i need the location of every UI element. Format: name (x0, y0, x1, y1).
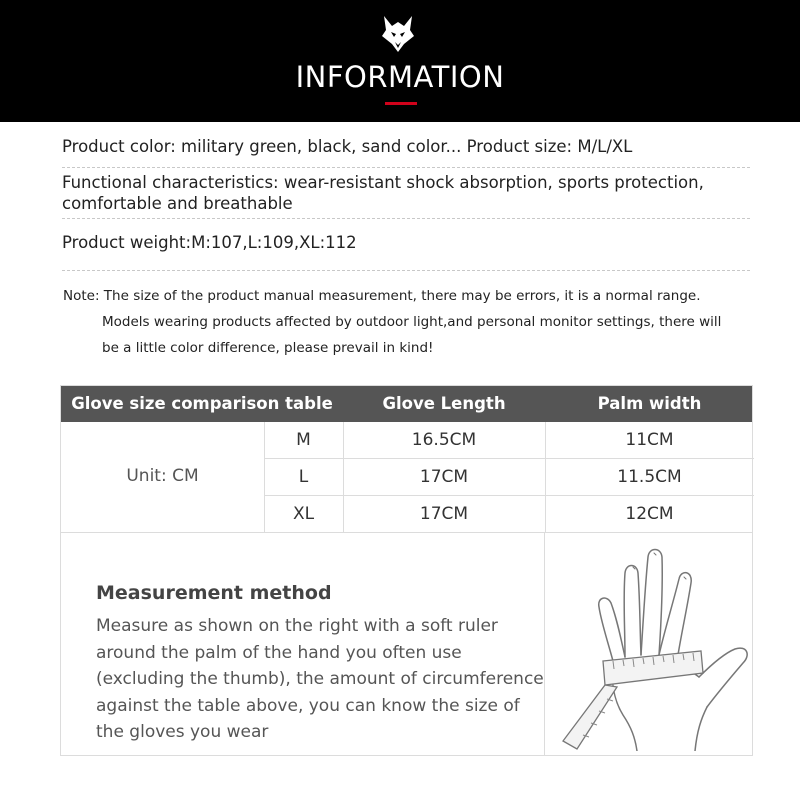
measurement-line: Measure as shown on the right with a soft ruler (96, 616, 498, 636)
measurement-line: the gloves you wear (96, 722, 269, 742)
wolf-logo-icon (380, 14, 416, 54)
title-accent-line (385, 102, 417, 105)
palm-cell: 11.5CM (617, 467, 682, 487)
functional-line-1: Functional characteristics: wear-resistant shock absorption, sports protection, (62, 173, 704, 192)
table-divider (264, 495, 754, 496)
functional-line-2: comfortable and breathable (62, 194, 293, 213)
note-line-2: Models wearing products affected by outdoor light,and personal monitor settings, there will (102, 314, 722, 330)
page-title: INFORMATION (295, 60, 505, 94)
table-header (61, 386, 752, 422)
header-banner (0, 0, 800, 122)
size-cell: XL (292, 504, 315, 524)
length-cell: 17CM (419, 467, 469, 487)
palm-cell: 12CM (625, 504, 674, 524)
measurement-line: (excluding the thumb), the amount of circumference (96, 669, 544, 689)
divider (62, 270, 750, 271)
divider (62, 167, 750, 168)
note-line-1: Note: The size of the product manual measurement, there may be errors, it is a normal range. (63, 288, 701, 304)
header-glove-length: Glove Length (382, 394, 506, 413)
header-size-table: Glove size comparison table (71, 394, 333, 413)
table-divider (264, 458, 754, 459)
product-color-size: Product color: military green, black, sand color... Product size: M/L/XL (62, 137, 633, 156)
note-line-3: be a little color difference, please prevail in kind! (102, 340, 434, 356)
measurement-line: against the table above, you can know the size of (96, 695, 520, 716)
measurement-text (96, 613, 546, 746)
palm-cell: 11CM (625, 430, 674, 450)
measurement-title: Measurement method (96, 582, 332, 604)
size-comparison-table (60, 385, 753, 533)
hand-measuring-icon (551, 539, 751, 751)
product-weight: Product weight:M:107,L:109,XL:112 (62, 233, 357, 252)
measurement-section (60, 533, 753, 756)
length-cell: 17CM (419, 504, 469, 524)
length-cell: 16.5CM (411, 430, 477, 450)
divider (62, 218, 750, 219)
unit-label: Unit: CM (126, 466, 199, 486)
functional-characteristics (62, 172, 762, 214)
measurement-line: around the palm of the hand you often use (96, 642, 462, 663)
size-cell: L (298, 467, 309, 487)
header-palm-width: Palm width (597, 394, 702, 413)
size-cell: M (296, 430, 311, 450)
